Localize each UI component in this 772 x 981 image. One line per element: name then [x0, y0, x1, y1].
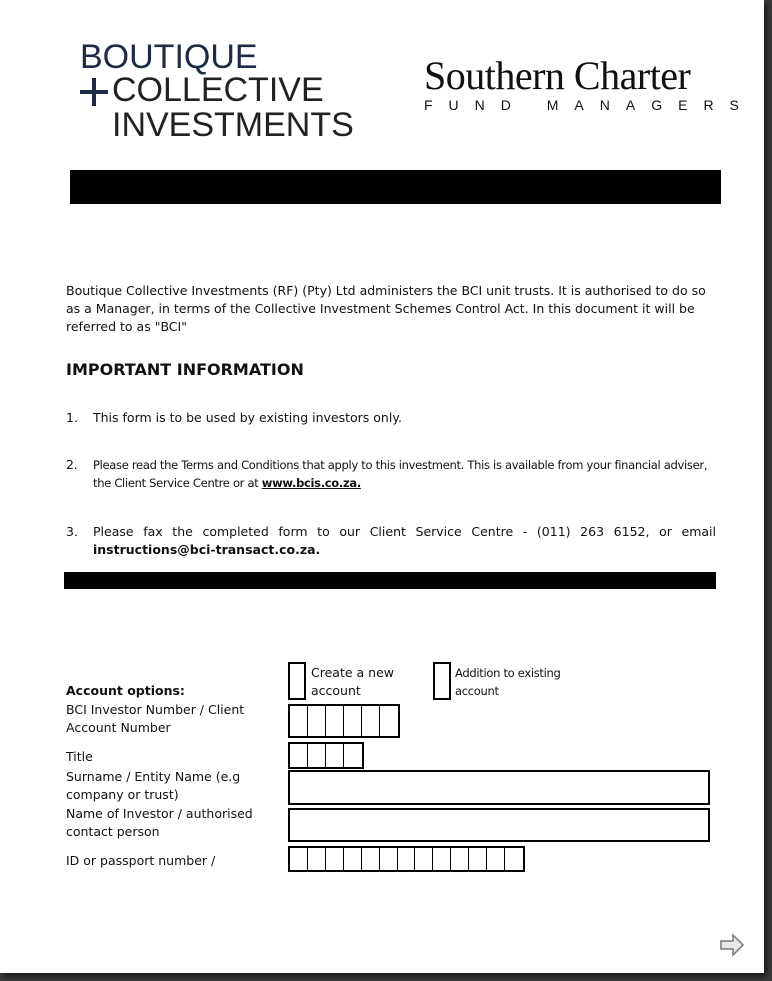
info-item-number: 3.: [66, 524, 78, 539]
plus-icon: [80, 78, 108, 106]
arrow-right-icon[interactable]: [719, 933, 745, 957]
account-options-label: Account options:: [66, 683, 185, 698]
info-item-text: Please read the Terms and Conditions that apply to this investment. This is available from your financial adviser, the Client Service Centre or at: [93, 458, 708, 490]
southern-charter-subtitle: FUND MANAGERS: [424, 97, 755, 113]
bci-logo-line3: INVESTMENTS: [112, 106, 354, 144]
redaction-bar-top: [70, 170, 721, 204]
info-item-3: [66, 523, 716, 559]
surname-label: Surname / Entity Name (e.g company or trust): [66, 769, 241, 802]
southern-charter-logo: [424, 52, 754, 113]
surname-input[interactable]: [288, 770, 710, 805]
southern-charter-title: Southern Charter: [424, 53, 691, 98]
info-item-text: Please fax the completed form to our Client Service Centre - (011) 263 6152, or email: [93, 524, 716, 539]
email-address[interactable]: instructions@bci-transact.co.za.: [93, 542, 321, 557]
title-label: Title: [66, 749, 93, 764]
id-passport-input[interactable]: [288, 846, 525, 872]
create-new-account-checkbox[interactable]: [288, 662, 306, 700]
id-passport-label: ID or passport number /: [66, 853, 216, 868]
important-heading: IMPORTANT INFORMATION: [66, 360, 304, 379]
intro-paragraph: Boutique Collective Investments (RF) (Pty) Ltd administers the BCI unit trusts. It is authorised to do so as a Manager, in terms of the Collective Investment Schemes Control Act. In this document it will be referred to as "BCI": [66, 283, 706, 334]
info-item-number: 2.: [66, 457, 78, 472]
bci-logo-line2: COLLECTIVE: [112, 71, 324, 109]
addition-existing-account-checkbox[interactable]: [433, 662, 451, 700]
info-item-text: This form is to be used by existing investors only.: [93, 410, 402, 425]
redaction-bar-middle: [64, 572, 716, 589]
investor-number-input[interactable]: [288, 704, 400, 738]
title-input[interactable]: [288, 742, 364, 769]
bcis-website-link[interactable]: www.bcis.co.za.: [261, 476, 361, 490]
addition-existing-account-label: Addition to existing account: [455, 666, 561, 698]
bci-logo-line1: BOUTIQUE: [80, 38, 258, 76]
investor-name-input[interactable]: [288, 808, 710, 842]
info-item-1: [66, 409, 716, 427]
investor-number-label: BCI Investor Number / Client Account Number: [66, 702, 245, 735]
info-item-2: [66, 456, 716, 492]
create-new-account-label: Create a new account: [311, 665, 394, 698]
investor-name-label: Name of Investor / authorised contact person: [66, 806, 253, 839]
info-item-number: 1.: [66, 410, 78, 425]
